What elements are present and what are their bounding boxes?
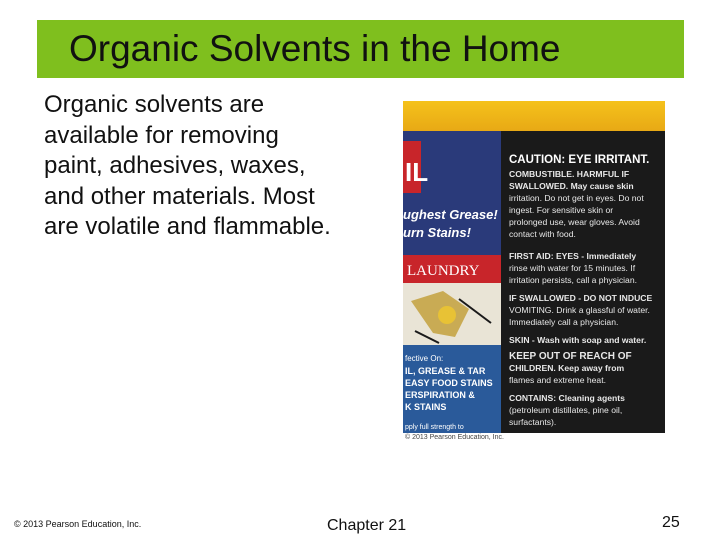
caution-line-15: flames and extreme heat. [509,375,606,385]
caution-line-4: prolonged use, wear gloves. Avoid [509,217,640,227]
caution-line-0: COMBUSTIBLE. HARMFUL IF [509,169,630,179]
solvent-label-photo [403,101,665,443]
caution-line-13: KEEP OUT OF REACH OF [509,351,632,362]
footer-page-number: 25 [662,514,680,531]
caution-line-5: contact with food. [509,229,576,239]
caution-line-11: Immediately call a physician. [509,317,619,327]
label-effective-1: IL, GREASE & TAR [405,366,486,376]
slide-title: Organic Solvents in the Home [69,28,561,69]
caution-line-10: VOMITING. Drink a glassful of water. [509,305,650,315]
caution-heading: CAUTION: EYE IRRITANT. [509,154,650,166]
caution-line-8: irritation persists, call a physician. [509,275,637,285]
label-effective-3: ERSPIRATION & [405,390,475,400]
caution-line-6: FIRST AID: EYES - Immediately [509,251,637,261]
title-bar [37,20,684,78]
caution-line-3: ingest. For sensitive skin or [509,205,614,215]
label-grease-line1: ughest Grease! [403,207,498,222]
label-laundry: LAUNDRY [407,263,480,279]
caution-line-18: surfactants). [509,417,557,427]
label-grease-line2: urn Stains! [403,225,471,240]
caution-line-7: rinse with water for 15 minutes. If [509,263,636,273]
caution-line-17: (petroleum distillates, pine oil, [509,405,623,415]
caution-line-14: CHILDREN. Keep away from [509,363,625,373]
footer-copyright: © 2013 Pearson Education, Inc. [14,519,142,529]
footer-chapter: Chapter 21 [327,517,407,534]
label-effective-0: fective On: [405,354,444,363]
caution-line-1: SWALLOWED. May cause skin [509,181,634,191]
label-effective-2: EASY FOOD STAINS [405,378,493,388]
photo-credit: © 2013 Pearson Education, Inc. [405,434,504,441]
label-effective-4: K STAINS [405,402,447,412]
label-effective-5: pply full strength to [405,424,464,431]
caution-line-12: SKIN - Wash with soap and water. [509,335,647,345]
label-brand-fragment: IL [405,157,429,187]
caution-line-2: irritation. Do not get in eyes. Do not [509,193,644,203]
caution-line-16: CONTAINS: Cleaning agents [509,393,625,403]
caution-line-9: IF SWALLOWED - DO NOT INDUCE [509,293,653,303]
slide-body-text: Organic solvents are available for removing paint, adhesives, waxes, and other materials. Most are volatile and flammable. [44,91,331,240]
